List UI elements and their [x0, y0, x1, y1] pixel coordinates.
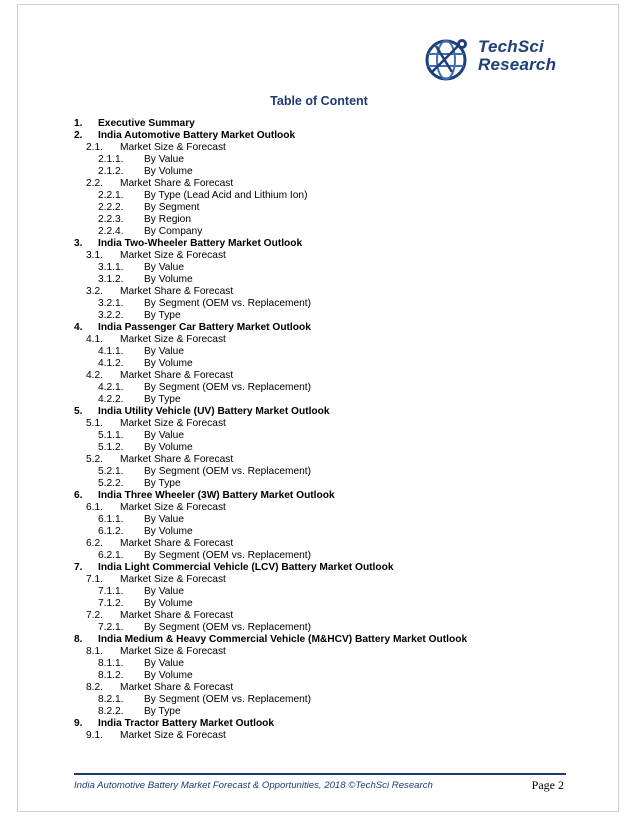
- toc-entry: [74, 118, 594, 130]
- toc-entry-number: 8.1.2.: [98, 670, 124, 681]
- toc-entry-text: By Value: [144, 430, 185, 441]
- toc-entry-text: Market Share & Forecast: [120, 610, 234, 621]
- toc-entry-number: 8.1.: [86, 646, 103, 657]
- toc-entry-text: By Type (Lead Acid and Lithium Ion): [144, 190, 308, 201]
- toc-entry-number: 8.2.: [86, 682, 103, 693]
- toc-entry-number: 4.1.1.: [98, 346, 124, 357]
- toc-entry-number: 3.1.: [86, 250, 103, 261]
- toc-entry-number: 5.: [74, 406, 83, 417]
- toc-entry-text: By Volume: [144, 526, 193, 537]
- footer-divider: [74, 773, 566, 775]
- toc-entry-text: By Type: [144, 478, 181, 489]
- toc-entry: [74, 406, 594, 418]
- toc-entry: [74, 418, 594, 430]
- toc-entry-number: 8.1.1.: [98, 658, 124, 669]
- toc-entry: [74, 550, 594, 562]
- toc-entry-text: Market Size & Forecast: [120, 142, 226, 153]
- toc-entry: [74, 586, 594, 598]
- toc-entry-text: Executive Summary: [98, 118, 195, 129]
- toc-entry: [74, 334, 594, 346]
- toc-entry-number: 3.1.1.: [98, 262, 124, 273]
- toc-entry-number: 7.1.1.: [98, 586, 124, 597]
- toc-entry-number: 2.2.1.: [98, 190, 124, 201]
- toc-entry-text: Market Share & Forecast: [120, 178, 234, 189]
- toc-entry-text: India Automotive Battery Market Outlook: [98, 130, 296, 141]
- toc-entry: [74, 394, 594, 406]
- toc-entry: [74, 262, 594, 274]
- toc-entry-number: 5.2.1.: [98, 466, 124, 477]
- toc-entry: [74, 190, 594, 202]
- toc-entry-text: Market Size & Forecast: [120, 250, 226, 261]
- toc-entry-text: By Volume: [144, 442, 193, 453]
- toc-entry-text: By Segment (OEM vs. Replacement): [144, 466, 312, 477]
- toc-entry-number: 4.2.: [86, 370, 103, 381]
- toc-entry-number: 5.2.: [86, 454, 103, 465]
- toc-entry-text: India Medium & Heavy Commercial Vehicle (M&HCV) Battery Market Outlook: [98, 634, 468, 645]
- toc-entry-text: By Volume: [144, 166, 193, 177]
- toc-entry-text: Market Share & Forecast: [120, 454, 234, 465]
- toc-entry: [74, 358, 594, 370]
- toc-entry-number: 2.2.2.: [98, 202, 124, 213]
- toc-entry-text: By Value: [144, 262, 185, 273]
- toc-entry-text: By Segment (OEM vs. Replacement): [144, 622, 312, 633]
- toc-entry-number: 5.1.: [86, 418, 103, 429]
- toc-entry-text: India Tractor Battery Market Outlook: [98, 718, 275, 729]
- toc-entry: [74, 442, 594, 454]
- toc-entry-number: 5.1.1.: [98, 430, 124, 441]
- toc-entry-number: 5.2.2.: [98, 478, 124, 489]
- table-of-contents: [74, 118, 594, 742]
- toc-entry-number: 4.2.1.: [98, 382, 124, 393]
- toc-entry: [74, 478, 594, 490]
- toc-entry-text: India Three Wheeler (3W) Battery Market Outlook: [98, 490, 335, 501]
- toc-entry-number: 7.2.1.: [98, 622, 124, 633]
- toc-entry-text: By Company: [144, 226, 203, 237]
- toc-entry: [74, 670, 594, 682]
- globe-icon: [422, 32, 476, 86]
- toc-entry-number: 6.1.: [86, 502, 103, 513]
- toc-entry: [74, 142, 594, 154]
- toc-entry-text: By Segment: [144, 202, 200, 213]
- page-number: Page 2: [531, 778, 564, 792]
- toc-entry: [74, 622, 594, 634]
- toc-entry-number: 6.2.1.: [98, 550, 124, 561]
- toc-entry-text: By Segment (OEM vs. Replacement): [144, 382, 312, 393]
- toc-entry: [74, 214, 594, 226]
- toc-entry-number: 4.2.2.: [98, 394, 124, 405]
- toc-entry-text: By Segment (OEM vs. Replacement): [144, 550, 312, 561]
- toc-entry: [74, 286, 594, 298]
- toc-entry-text: India Passenger Car Battery Market Outlook: [98, 322, 311, 333]
- toc-entry-text: India Two-Wheeler Battery Market Outlook: [98, 238, 303, 249]
- toc-entry-number: 3.: [74, 238, 83, 249]
- toc-entry: [74, 130, 594, 142]
- toc-entry-text: Market Size & Forecast: [120, 502, 226, 513]
- toc-entry-number: 9.: [74, 718, 83, 729]
- page-title: Table of Content: [270, 94, 368, 108]
- toc-entry-number: 6.1.2.: [98, 526, 124, 537]
- toc-entry: [74, 706, 594, 718]
- toc-entry-text: Market Size & Forecast: [120, 646, 226, 657]
- toc-entry-number: 3.2.2.: [98, 310, 124, 321]
- toc-entry: [74, 658, 594, 670]
- toc-entry-number: 5.1.2.: [98, 442, 124, 453]
- toc-entry-number: 1.: [74, 118, 83, 129]
- toc-entry: [74, 274, 594, 286]
- toc-entry-number: 2.1.2.: [98, 166, 124, 177]
- toc-entry-text: Market Share & Forecast: [120, 538, 234, 549]
- toc-entry-number: 6.: [74, 490, 83, 501]
- toc-entry-text: Market Size & Forecast: [120, 418, 226, 429]
- toc-entry-number: 2.2.: [86, 178, 103, 189]
- logo-line2: Research: [478, 55, 557, 74]
- toc-entry-text: By Segment (OEM vs. Replacement): [144, 298, 312, 309]
- toc-entry: [74, 310, 594, 322]
- toc-entry-number: 7.1.2.: [98, 598, 124, 609]
- toc-entry: [74, 490, 594, 502]
- toc-entry: [74, 634, 594, 646]
- toc-entry: [74, 526, 594, 538]
- logo-text: [478, 38, 556, 74]
- toc-entry-text: Market Size & Forecast: [120, 574, 226, 585]
- toc-entry-text: By Segment (OEM vs. Replacement): [144, 694, 312, 705]
- toc-entry: [74, 226, 594, 238]
- toc-entry: [74, 610, 594, 622]
- toc-entry-number: 4.1.2.: [98, 358, 124, 369]
- toc-entry-text: Market Size & Forecast: [120, 730, 226, 741]
- toc-entry: [74, 562, 594, 574]
- toc-entry-text: Market Size & Forecast: [120, 334, 226, 345]
- toc-entry-text: Market Share & Forecast: [120, 682, 234, 693]
- toc-entry: [74, 454, 594, 466]
- toc-entry: [74, 382, 594, 394]
- toc-entry: [74, 166, 594, 178]
- toc-entry-number: 8.2.2.: [98, 706, 124, 717]
- toc-entry-text: By Value: [144, 346, 185, 357]
- logo-line1: TechSci: [478, 37, 544, 56]
- toc-entry-number: 6.2.: [86, 538, 103, 549]
- toc-entry-text: By Type: [144, 310, 181, 321]
- toc-entry-number: 7.1.: [86, 574, 103, 585]
- toc-entry: [74, 574, 594, 586]
- toc-entry: [74, 178, 594, 190]
- toc-entry: [74, 694, 594, 706]
- toc-entry: [74, 718, 594, 730]
- toc-entry-number: 2.2.3.: [98, 214, 124, 225]
- toc-entry-number: 8.2.1.: [98, 694, 124, 705]
- toc-entry-number: 8.: [74, 634, 83, 645]
- toc-entry: [74, 598, 594, 610]
- toc-entry-text: Market Share & Forecast: [120, 286, 234, 297]
- toc-entry-number: 3.2.: [86, 286, 103, 297]
- toc-entry-text: By Volume: [144, 598, 193, 609]
- toc-entry-number: 2.: [74, 130, 83, 141]
- toc-entry-text: By Value: [144, 586, 185, 597]
- toc-entry-text: By Type: [144, 706, 181, 717]
- toc-entry: [74, 154, 594, 166]
- toc-entry: [74, 202, 594, 214]
- toc-entry: [74, 430, 594, 442]
- toc-entry-number: 9.1.: [86, 730, 103, 741]
- toc-entry-text: By Value: [144, 658, 185, 669]
- toc-entry-number: 7.2.: [86, 610, 103, 621]
- techsci-logo: [422, 32, 572, 86]
- toc-entry-number: 2.1.1.: [98, 154, 124, 165]
- toc-entry-text: By Volume: [144, 274, 193, 285]
- toc-entry-text: By Value: [144, 514, 185, 525]
- toc-entry: [74, 370, 594, 382]
- toc-entry-number: 2.1.: [86, 142, 103, 153]
- toc-entry: [74, 682, 594, 694]
- toc-entry: [74, 322, 594, 334]
- toc-entry-text: Market Share & Forecast: [120, 370, 234, 381]
- toc-entry-text: By Value: [144, 154, 185, 165]
- toc-entry: [74, 250, 594, 262]
- toc-entry: [74, 466, 594, 478]
- toc-entry-text: By Volume: [144, 358, 193, 369]
- toc-entry-text: By Region: [144, 214, 192, 225]
- toc-entry: [74, 730, 594, 742]
- toc-entry: [74, 502, 594, 514]
- toc-entry-text: By Volume: [144, 670, 193, 681]
- toc-entry-text: By Type: [144, 394, 181, 405]
- toc-entry: [74, 298, 594, 310]
- toc-entry: [74, 646, 594, 658]
- toc-entry: [74, 238, 594, 250]
- toc-entry: [74, 514, 594, 526]
- toc-entry-text: India Light Commercial Vehicle (LCV) Battery Market Outlook: [98, 562, 394, 573]
- toc-entry-number: 2.2.4.: [98, 226, 124, 237]
- toc-entry-number: 7.: [74, 562, 83, 573]
- toc-entry: [74, 538, 594, 550]
- toc-entry-number: 4.: [74, 322, 83, 333]
- toc-entry-number: 4.1.: [86, 334, 103, 345]
- toc-entry-number: 3.1.2.: [98, 274, 124, 285]
- footer-text: India Automotive Battery Market Forecast & Opportunities, 2018 ©TechSci Research: [74, 780, 433, 791]
- toc-entry-number: 6.1.1.: [98, 514, 124, 525]
- toc-entry-number: 3.2.1.: [98, 298, 124, 309]
- toc-entry: [74, 346, 594, 358]
- toc-entry-text: India Utility Vehicle (UV) Battery Market Outlook: [98, 406, 330, 417]
